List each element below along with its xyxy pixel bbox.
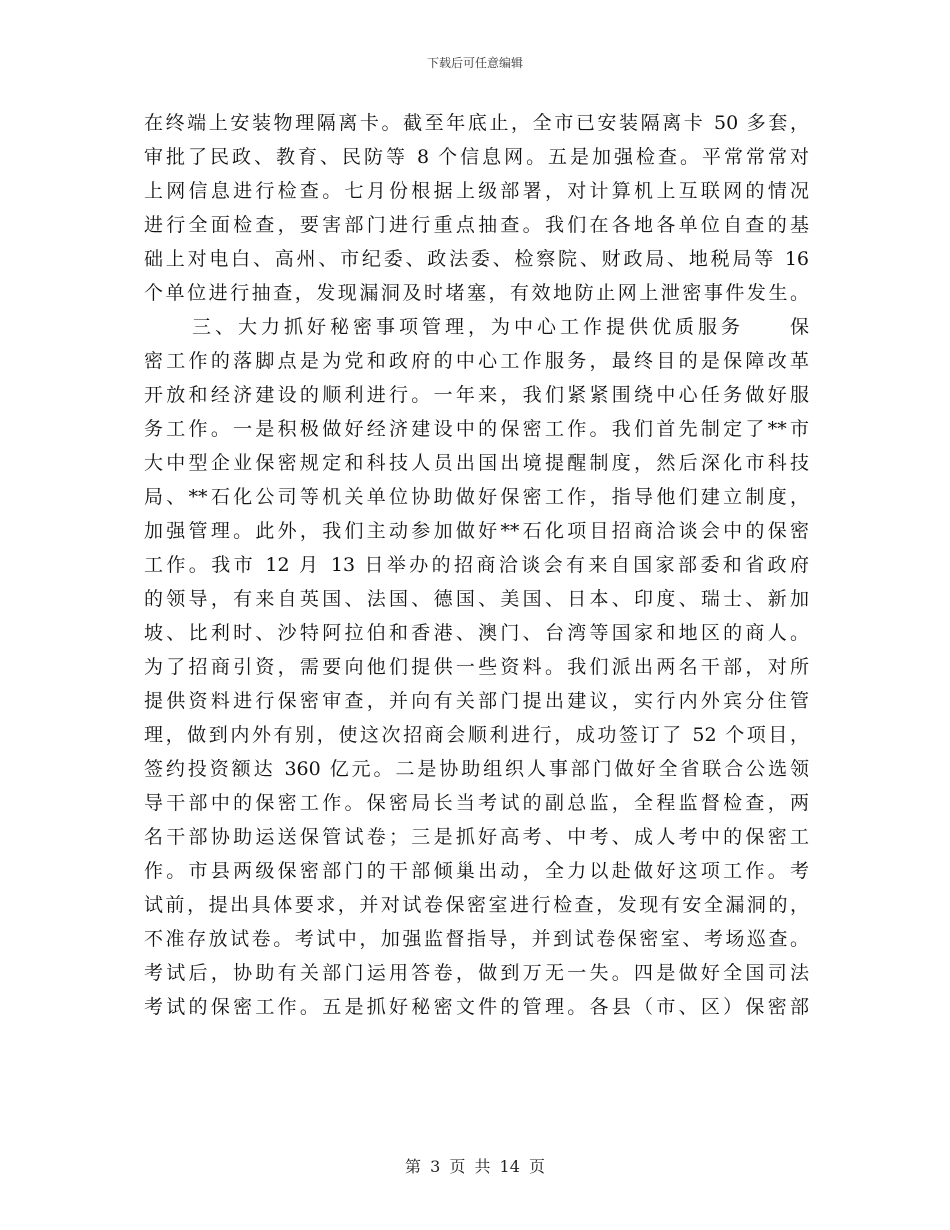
text-line: 开放和经济建设的顺利进行。一年来，我们紧紧围绕中心任务做好服 bbox=[144, 384, 809, 406]
text-line: 考试的保密工作。五是抓好秘密文件的管理。各县（市、区）保密部 bbox=[144, 996, 809, 1018]
text-line: 试前，提出具体要求，并对试卷保密室进行检查，发现有安全漏洞的， bbox=[144, 894, 809, 916]
text-line: 名干部协助运送保管试卷；三是抓好高考、中考、成人考中的保密工 bbox=[144, 826, 809, 848]
text-line: 的领导，有来自英国、法国、德国、美国、日本、印度、瑞士、新加 bbox=[144, 588, 809, 610]
text-line: 个单位进行抽查，发现漏洞及时堵塞，有效地防止网上泄密事件发生。 bbox=[144, 282, 809, 304]
text-line: 础上对电白、高州、市纪委、政法委、检察院、财政局、地税局等 16 bbox=[144, 248, 809, 270]
text-line: 加强管理。此外，我们主动参加做好**石化项目招商洽谈会中的保密 bbox=[144, 520, 809, 542]
text-line: 签约投资额达 360 亿元。二是协助组织人事部门做好全省联合公选领 bbox=[144, 758, 809, 780]
text-line: 导干部中的保密工作。保密局长当考试的副总监，全程监督检查，两 bbox=[144, 792, 809, 814]
text-line: 理，做到内外有别，使这次招商会顺利进行，成功签订了 52 个项目， bbox=[144, 724, 809, 746]
text-line: 在终端上安装物理隔离卡。截至年底止，全市已安装隔离卡 50 多套， bbox=[144, 112, 809, 134]
section-heading-line: 三、大力抓好秘密事项管理，为中心工作提供优质服务 保 bbox=[192, 316, 809, 338]
text-line: 审批了民政、教育、民防等 8 个信息网。五是加强检查。平常常常对 bbox=[144, 146, 809, 168]
page-header: 下载后可任意编辑 bbox=[426, 56, 523, 70]
text-line: 坡、比利时、沙特阿拉伯和香港、澳门、台湾等国家和地区的商人。 bbox=[144, 622, 809, 644]
page-footer: 第 3 页 共 14 页 bbox=[405, 1157, 545, 1176]
text-line: 提供资料进行保密审查，并向有关部门提出建议，实行内外宾分住管 bbox=[144, 690, 809, 712]
document-body bbox=[144, 106, 809, 1024]
text-line: 工作。我市 12 月 13 日举办的招商洽谈会有来自国家部委和省政府 bbox=[144, 554, 809, 576]
text-line: 局、**石化公司等机关单位协助做好保密工作，指导他们建立制度， bbox=[144, 486, 809, 508]
text-line: 为了招商引资，需要向他们提供一些资料。我们派出两名干部，对所 bbox=[144, 656, 809, 678]
text-line: 进行全面检查，要害部门进行重点抽查。我们在各地各单位自查的基 bbox=[144, 214, 809, 236]
text-line: 务工作。一是积极做好经济建设中的保密工作。我们首先制定了**市 bbox=[144, 418, 809, 440]
text-line: 上网信息进行检查。七月份根据上级部署，对计算机上互联网的情况 bbox=[144, 180, 809, 202]
text-line: 密工作的落脚点是为党和政府的中心工作服务，最终目的是保障改革 bbox=[144, 350, 809, 372]
text-line: 大中型企业保密规定和科技人员出国出境提醒制度，然后深化市科技 bbox=[144, 452, 809, 474]
text-line: 考试后，协助有关部门运用答卷，做到万无一失。四是做好全国司法 bbox=[144, 962, 809, 984]
text-line: 不准存放试卷。考试中，加强监督指导，并到试卷保密室、考场巡查。 bbox=[144, 928, 809, 950]
text-line: 作。市县两级保密部门的干部倾巢出动，全力以赴做好这项工作。考 bbox=[144, 860, 809, 882]
